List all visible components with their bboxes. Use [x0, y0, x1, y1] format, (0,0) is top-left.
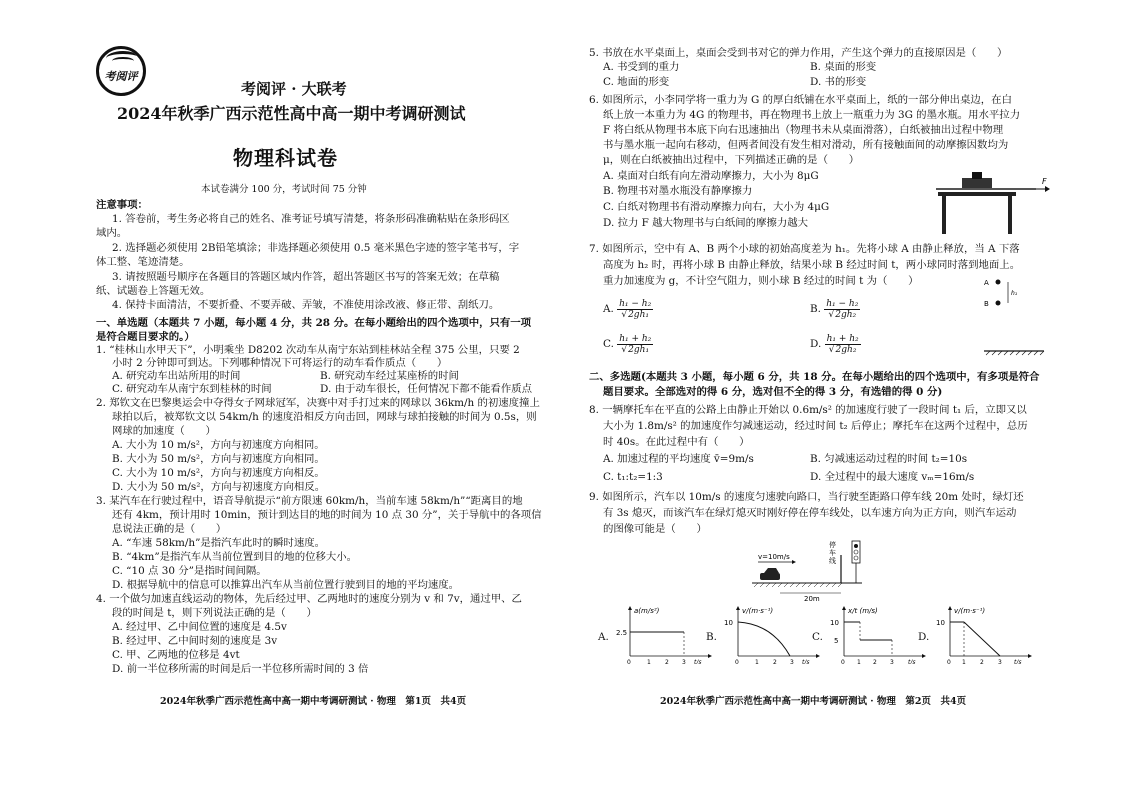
question-3-stem: 3. 某汽车在行驶过程中，语音导航提示“前方限速 60km/h，当前车速 58km/h”“距离目的地 [96, 495, 523, 507]
question-6-stem: 6. 如图所示，小李同学将一重力为 G 的厚白纸铺在水平桌面上，纸的一部分伸出桌边，在白 [589, 94, 1012, 106]
graph-b-y-arrow [736, 606, 740, 610]
question-9-stem: 的图像可能是（ ） [603, 523, 707, 535]
question-7-stem: 重力加速度为 g，不计空气阻力，则小球 B 经过的时间 t 为（ ） [603, 275, 919, 287]
section-heading-single-choice: 一、单选题（本题共 7 小题，每小题 4 分，共 28 分。在每小题给出的四个选项中，只有一项 [96, 317, 532, 329]
exam-page-2 [562, 0, 1123, 794]
graph-b-label: B. [706, 631, 717, 643]
question-9-stem: 有 3s 熄灭，而该汽车在绿灯熄灭时刚好停在停车线处，以车速方向为正方向，则汽车运动 [603, 507, 1017, 519]
ground-hatch [986, 351, 1044, 355]
question-7-stem: 7. 如图所示，空中有 A、B 两个小球的初始高度差为 h₁。先将小球 A 由静止释放，当 A 下落 [589, 243, 1020, 255]
question-1-stem: 1. “桂林山水甲天下”，小明乘坐 D8202 次动车从南宁东站到桂林站全程 375 公里，只要 2 [96, 344, 520, 356]
graph-a-x-tick: 1 [647, 659, 651, 664]
notes-title: 注意事项： [96, 199, 148, 211]
graph-c-y-tick: 10 [830, 619, 839, 627]
graph-d-y-label: v/(m·s⁻¹) [954, 607, 986, 615]
graph-c-x-tick: 2 [873, 659, 877, 664]
road-hatch [754, 583, 842, 587]
exam-series-title: 考阅评 · 大联考 [241, 80, 347, 98]
graph-a-y-arrow [628, 606, 632, 610]
ball-b [996, 301, 1001, 306]
question-5-option-c: C. 地面的形变 [603, 76, 670, 88]
graph-d-segment [964, 622, 1000, 656]
section-heading-single-choice-cont: 是符合题目要求的。） [96, 331, 195, 343]
question-6-option-d: D. 拉力 F 越大物理书与白纸间的摩擦力越大 [603, 217, 809, 229]
question-8-option-d: D. 全过程中的最大速度 vₘ=16m/s [810, 471, 975, 483]
question-5-option-b: B. 桌面的形变 [810, 61, 877, 73]
paper-sheet [936, 188, 1036, 190]
ink-bottle [972, 172, 982, 179]
question-1-option-a: A. 研究动车出站所用的时间 [112, 370, 241, 382]
graph-b-x-tick: 2 [773, 659, 777, 664]
question-3-option-a: A. “车速 58km/h”是指汽车此时的瞬时速度。 [112, 537, 326, 549]
graph-d-x-tick: 2 [980, 659, 984, 664]
graph-b-y-tick: 10 [724, 619, 733, 627]
question-3-option-d: D. 根据导航中的信息可以推算出汽车从当前位置行驶到目的地的平均速度。 [112, 579, 460, 591]
question-6-stem: μ，则在白纸被抽出过程中，下列描述正确的是（ ） [603, 154, 860, 166]
graph-d-label: D. [918, 631, 930, 643]
graph-a-x-tick: 2 [665, 659, 669, 664]
note-line: 4. 保持卡面清洁，不要折叠、不要弄破、弄皱，不准使用涂改液、修正带、刮纸刀。 [112, 299, 500, 311]
question-3-stem: 还有 4km，预计用时 10min，预计到达目的地的时间为 10 点 30 分”，关于导航中的各项信 [112, 509, 542, 521]
graph-a-x-label: t/s [694, 659, 702, 664]
speed-label: v=10m/s [758, 553, 790, 561]
exam-page-1 [0, 0, 561, 794]
question-9-stem: 9. 如图所示，汽车以 10m/s 的速度匀速驶向路口，当行驶至距路口停车线 20m 处时，绿灯还 [589, 491, 1024, 503]
note-line: 体工整、笔迹清楚。 [96, 256, 190, 268]
question-6-stem: 书与墨水瓶一起向右移动，但两者间没有发生相对滑动，所有接触面间的动摩擦因数均为 [603, 139, 1009, 151]
question-6-option-c: C. 白纸对物理书有滑动摩擦力向右，大小为 4μG [603, 201, 830, 213]
question-5-option-a: A. 书受到的重力 [603, 61, 680, 73]
graph-d-x-tick: 1 [962, 659, 966, 664]
graph-a-y-label: a(m/s²) [634, 607, 660, 615]
question-2-stem: 网球的加速度（ ） [112, 425, 216, 437]
question-7-figure [982, 272, 1046, 358]
graph-b-x-tick: 3 [790, 659, 794, 664]
question-6-stem: 纸上放一本重力为 4G 的物理书，再在物理书上放上一瓶重力为 3G 的墨水瓶。用水平拉力 [603, 109, 1021, 121]
question-8-option-b: B. 匀减速运动过程的时间 t₂=10s [810, 453, 968, 465]
car-roof [764, 568, 779, 573]
question-8-stem: 大小为 1.8m/s² 的加速度作匀减速运动，经过时间 t₂ 后停止；摩托车在这两个过程中，总历 [603, 420, 1028, 432]
question-8-option-a: A. 加速过程的平均速度 v̄=9m/s [603, 453, 754, 465]
question-1-option-b: B. 研究动车经过某座桥的时间 [320, 370, 459, 382]
question-3-option-c: C. “10 点 30 分”是指时间间隔。 [112, 565, 267, 577]
question-4-stem: 段的时间是 t，则下列说法正确的是（ ） [112, 607, 317, 619]
graph-a-label: A. [598, 631, 609, 643]
graph-d-y-arrow [948, 606, 952, 610]
physics-book [962, 178, 992, 188]
distance-label: 20m [804, 595, 820, 603]
question-7-option-c: C. $\frac{\text{h₁ + h₂}}{\text{√2gh₁}}$ [603, 333, 652, 355]
question-1-option-c: C. 研究动车从南宁东到桂林的时间 [112, 383, 272, 395]
exam-brand-logo [96, 46, 146, 96]
graph-c-x-tick: 0 [841, 659, 845, 664]
question-4-option-d: D. 前一半位移所需的时间是后一半位移所需时间的 3 倍 [112, 663, 369, 675]
question-8-stem: 时 40s。在此过程中有（ ） [603, 436, 750, 448]
question-5-option-d: D. 书的形变 [810, 76, 867, 88]
question-3-stem: 息说法正确的是（ ） [112, 523, 227, 535]
graph-a-x-tick: 3 [682, 659, 686, 664]
question-4-option-b: B. 经过甲、乙中间时刻的速度是 3v [112, 635, 278, 647]
question-6-option-b: B. 物理书对墨水瓶没有静摩擦力 [603, 185, 753, 197]
ball-b-label: B [984, 300, 989, 308]
question-6-option-a: A. 桌面对白纸有向左滑动摩擦力，大小为 8μG [603, 170, 819, 182]
stop-line-label: 停 [829, 541, 836, 549]
note-line: 3. 请按照题号顺序在各题目的答题区域内作答，超出答题区书写的答案无效；在草稿 [112, 271, 500, 283]
table-leg [942, 196, 946, 234]
section-heading-multi-choice: 二、多选题(本题共 3 小题，每小题 6 分，共 18 分。在每小题给出的四个选项中，有多项是符合 [589, 371, 1040, 383]
question-4-stem: 4. 一个做匀加速直线运动的物体，先后经过甲、乙两地时的速度分别为 v 和 7v，通过甲、乙 [96, 593, 522, 605]
question-2-stem: 2. 郑钦文在巴黎奥运会中夺得女子网球冠军，决赛中对手打过来的网球以 36km/h 的初速度撞上 [96, 397, 540, 409]
question-6-stem: F 将白纸从物理书本底下向右迅速抽出（物理书未从桌面滑落），白纸被抽出过程中物理 [603, 124, 1004, 136]
graph-b-x-label: t/s [802, 659, 810, 664]
question-2-option-d: D. 大小为 50 m/s²，方向与初速度方向相反。 [112, 481, 326, 493]
graph-b-x-arrow [816, 654, 820, 658]
question-8-stem: 8. 一辆摩托车在平直的公路上由静止开始以 0.6m/s² 的加速度行驶了一段时间 t₁ 后，立即又以 [589, 404, 1027, 416]
graph-b-x-tick: 0 [735, 659, 739, 664]
table-top [938, 192, 1016, 196]
question-7-stem: 高度为 h₂ 时，再将小球 B 由静止释放，结果小球 B 经过时间 t，两小球同时落到地面上。 [603, 259, 1021, 271]
section-heading-multi-choice-cont: 题目要求。全部选对的得 6 分，选对但不全的得 3 分，有选错的得 0 分) [603, 386, 943, 398]
question-1-stem: 小时 2 分钟即可到达。下列哪种情况下可将运行的动车看作质点（ ） [112, 357, 448, 369]
graph-d-x-tick: 0 [947, 659, 951, 664]
traffic-light-lamp [854, 544, 858, 548]
graph-b-y-label: v/(m·s⁻¹) [742, 607, 774, 615]
stop-line-label: 线 [829, 557, 836, 565]
graph-c-label: C. [812, 631, 823, 643]
graph-b-x-tick: 1 [755, 659, 759, 664]
graph-a-x-arrow [708, 654, 712, 658]
question-2-option-b: B. 大小为 50 m/s²，方向与初速度方向相同。 [112, 453, 325, 465]
force-label: F [1042, 177, 1047, 186]
note-line: 纸、试题卷上答题无效。 [96, 285, 211, 297]
question-5-stem: 5. 书放在水平桌面上，桌面会受到书对它的弹力作用，产生这个弹力的直接原因是（ ） [589, 47, 1008, 59]
ball-a-label: A [984, 279, 989, 287]
height-label: h₁ [1011, 290, 1018, 297]
question-2-option-c: C. 大小为 10 m/s²，方向与初速度方向相反。 [112, 467, 325, 479]
exam-meta: 本试卷满分 100 分，考试时间 75 分钟 [201, 184, 367, 195]
note-line: 2. 选择题必须使用 2B铅笔填涂；非选择题必须使用 0.5 毫米黑色字迹的签字笔书写，字 [112, 242, 520, 254]
question-4-option-c: C. 甲、乙两地的位移是 4vt [112, 649, 240, 661]
stop-line-label: 车 [829, 549, 836, 557]
graph-c-y-arrow [842, 606, 846, 610]
graph-b-curve [738, 622, 790, 656]
traffic-light-lamp [854, 550, 858, 554]
question-9-graph-c [828, 604, 928, 664]
velocity-arrow-head [792, 560, 796, 564]
graph-d-x-label: t/s [1014, 659, 1022, 664]
graph-d-y-tick: 10 [936, 619, 945, 627]
question-3-option-b: B. “4km”是指汽车从当前位置到目的地的位移大小。 [112, 551, 358, 563]
graph-c-x-tick: 3 [890, 659, 894, 664]
note-line: 域内。 [96, 227, 128, 239]
graph-c-x-arrow [922, 654, 926, 658]
car [760, 573, 780, 580]
table-leg [1008, 196, 1012, 234]
question-9-graph-b [722, 604, 822, 664]
question-1-option-d: D. 由于动车很长，任何情况下都不能看作质点 [320, 383, 532, 395]
paper-title: 物理科试卷 [233, 146, 338, 170]
traffic-light-lamp [854, 556, 858, 560]
page-footer: 2024年秋季广西示范性高中高一期中考调研测试 · 物理 第2页 共4页 [660, 696, 967, 707]
question-4-option-a: A. 经过甲、乙中间位置的速度是 4.5v [112, 621, 287, 633]
question-6-figure [932, 170, 1052, 238]
graph-c-x-label: t/s [908, 659, 916, 664]
exam-name: 2024年秋季广西示范性高中高一期中考调研测试 [117, 104, 466, 123]
question-9-graph-a [614, 604, 714, 664]
question-8-option-c: C. t₁:t₂=1:3 [603, 471, 663, 483]
graph-a-y-tick: 2.5 [616, 629, 628, 637]
question-7-option-d: D. $\frac{\text{h₁ + h₂}}{\text{√2gh₂}}$ [810, 333, 859, 355]
question-7-option-b: B. $\frac{\text{h₁ − h₂}}{\text{√2gh₂}}$ [810, 298, 859, 320]
question-2-stem: 球拍以后，被郑钦文以 54km/h 的速度沿相反方向击回，网球与球拍接触的时间为 0.5s，则 [112, 411, 537, 423]
question-2-option-a: A. 大小为 10 m/s²，方向与初速度方向相同。 [112, 439, 325, 451]
question-9-graph-d [934, 604, 1034, 664]
ball-a [996, 280, 1001, 285]
graph-a-x-tick: 0 [627, 659, 631, 664]
question-9-road-figure [752, 535, 872, 603]
graph-c-y-tick: 5 [834, 637, 839, 645]
force-arrow-head [1045, 186, 1050, 192]
graph-c-y-label: x/t (m/s) [848, 607, 878, 615]
graph-d-x-tick: 3 [998, 659, 1002, 664]
question-7-option-a: A. $\frac{\text{h₁ − h₂}}{\text{√2gh₁}}$ [603, 298, 652, 320]
logo-text: 考阅评 [104, 70, 138, 83]
graph-c-x-tick: 1 [857, 659, 861, 664]
note-line: 1. 答卷前，考生务必将自己的姓名、准考证号填写清楚，将条形码准确粘贴在条形码区 [112, 213, 510, 225]
graph-d-x-arrow [1028, 654, 1032, 658]
page-footer: 2024年秋季广西示范性高中高一期中考调研测试 · 物理 第1页 共4页 [160, 696, 467, 707]
